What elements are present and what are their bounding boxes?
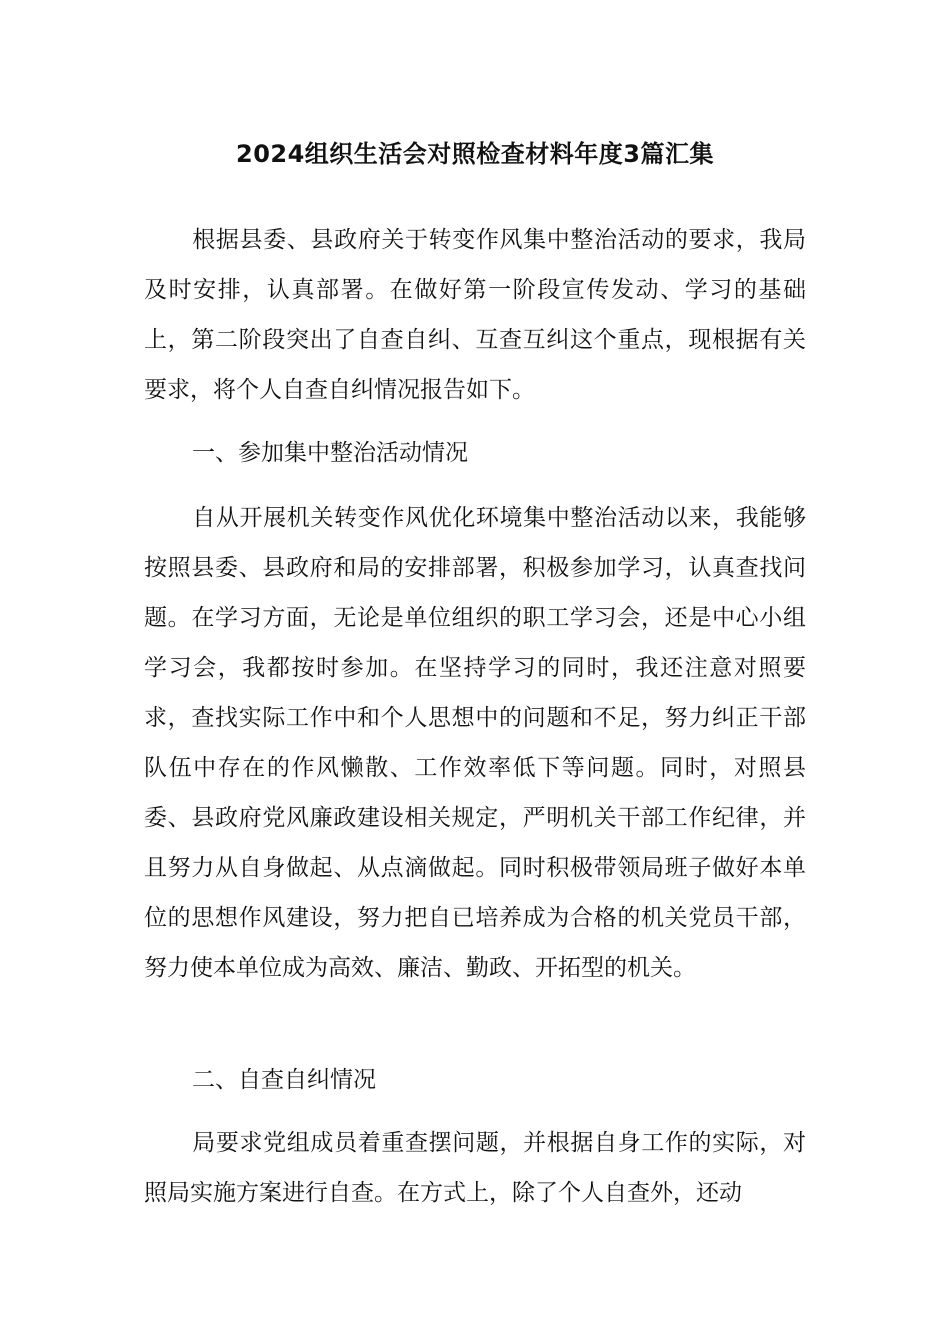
section-1-paragraph: 自从开展机关转变作风优化环境集中整治活动以来，我能够按照县委、县政府和局的安排部署，积极参加学习，认真查找问题。在学习方面，无论是单位组织的职工学习会，还是中心小组学习会，我都按时参加。在坚持学习的同时，我还注意对照要求，查找实际工作中和个人思想中的问题和不足，努力纠正干部队伍中存在的作风懒散、工作效率低下等问题。同时，对照县委、县政府党风廉政建设相关规定，严明机关干部工作纪律，并且努力从自身做起、从点滴做起。同时积极带领局班子做好本单位的思想作风建设，努力把自已培养成为合格的机关党员干部，努力使本单位成为高效、廉洁、勤政、开拓型的机关。 <box>144 505 806 981</box>
section-2-paragraph: 局要求党组成员着重查摆问题，并根据自身工作的实际，对照局实施方案进行自查。在方式上，除了个人自查外，还动 <box>144 1130 806 1206</box>
section-heading-2: 二、自查自纠情况 <box>192 1067 376 1093</box>
intro-paragraph: 根据县委、县政府关于转变作风集中整治活动的要求，我局及时安排，认真部署。在做好第一阶段宣传发动、学习的基础上，第二阶段突出了自查自纠、互查互纠这个重点，现根据有关要求，将个人自查自纠情况报告如下。 <box>144 227 806 403</box>
document-title: 2024组织生活会对照检查材料年度3篇汇集 <box>236 140 714 168</box>
section-heading-1: 一、参加集中整治活动情况 <box>192 440 468 466</box>
